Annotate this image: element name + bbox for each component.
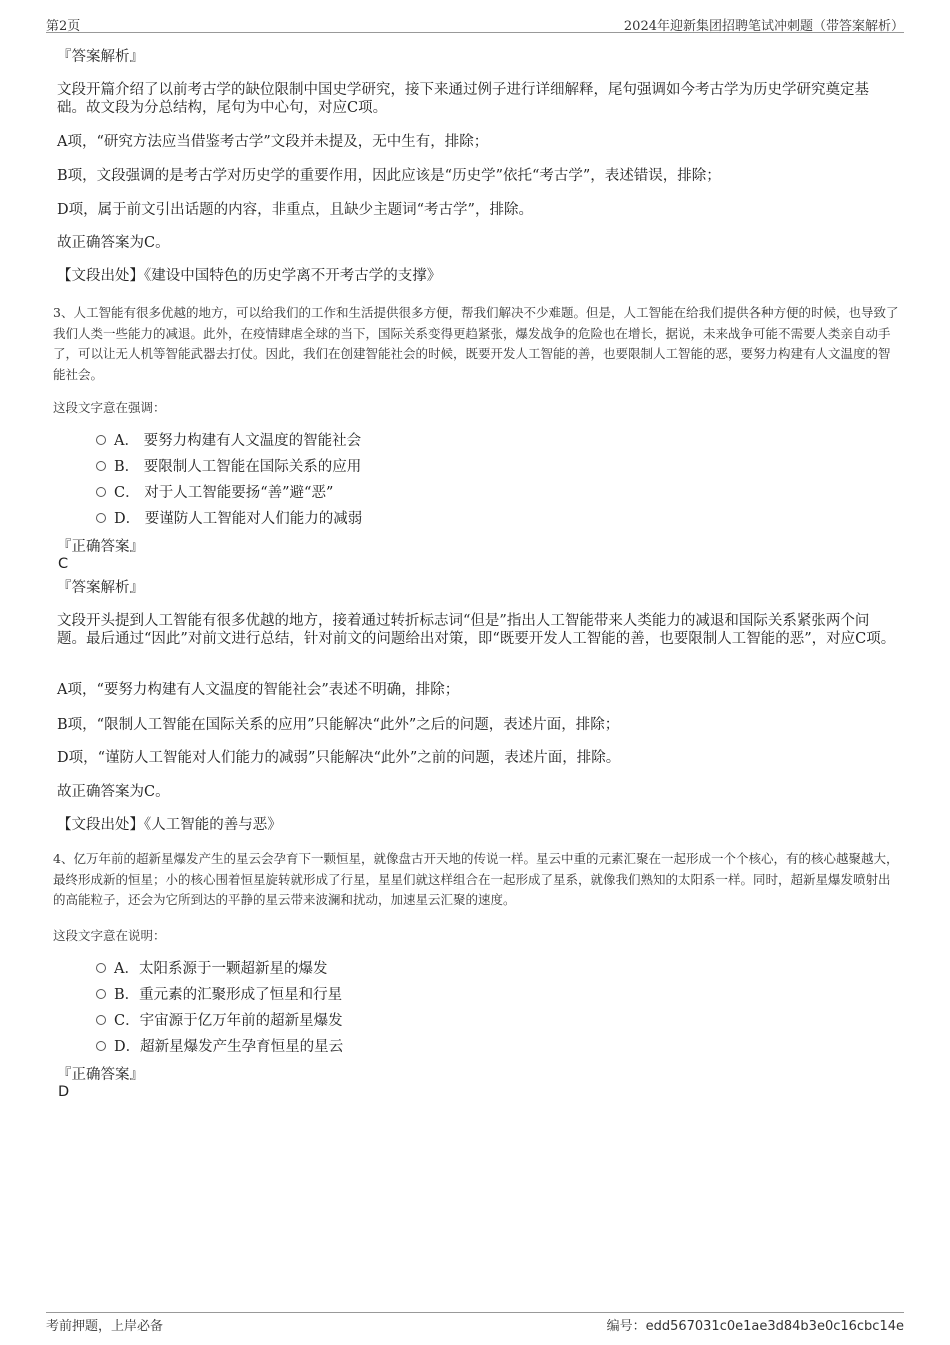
code-value: edd567031c0e1ae3d84b3e0c16cbc14e [645,1319,904,1334]
document-title: 2024年迎新集团招聘笔试冲刺题（带答案解析） [623,19,904,34]
question-4-text: 4、亿万年前的超新星爆发产生的星云会孕育下一颗恒星，就像盘古开天地的传说一样。星云中重的元素汇聚在一起形成一个个核心，有的核心越聚越大，最终形成新的恒星；小的核心围着恒星旋转就形成了行星，星星们就这样组合在一起形成了星系，就像我们熟知的太阳系一样。同时，超新星爆发喷射出的高能粒子，还会为它所到达的平静的星云带来波澜和扰动，加速星云汇聚的速度。 [53,851,899,907]
conclusion: 故正确答案为C。 [57,784,170,800]
question-4-prompt: 这段文字意在说明： [53,928,166,943]
question-3-option-c[interactable]: C． 对于人工智能要扬“善”避“恶” [96,483,333,503]
correct-answer-label: 『正确答案』 [57,1067,144,1083]
correct-answer: D [58,1084,70,1100]
footer-slogan: 考前押题，上岸必备 [46,1319,164,1334]
conclusion: 故正确答案为C。 [57,235,170,251]
radio-icon[interactable] [96,487,106,497]
question-3-option-d[interactable]: D． 要谨防人工智能对人们能力的减弱 [96,509,362,529]
option-a-analysis: A项，“要努力构建有人文温度的智能社会”表述不明确，排除； [57,682,460,698]
question-3-option-a[interactable]: A． 要努力构建有人文温度的智能社会 [96,431,361,451]
radio-icon[interactable] [96,435,106,445]
radio-icon[interactable] [96,1041,106,1051]
radio-icon[interactable] [96,1015,106,1025]
option-d-analysis: D项，“谨防人工智能对人们能力的减弱”只能解决“此外”之前的问题，表述片面，排除。 [57,750,621,766]
question-4-option-c[interactable]: C．宇宙源于亿万年前的超新星爆发 [96,1011,343,1031]
source: 【文段出处】《建设中国特色的历史学离不开考古学的支撑》 [57,268,442,284]
analysis-label: 『答案解析』 [57,49,144,65]
document-code [607,1315,904,1334]
option-d-analysis: D项，属于前文引出话题的内容，非重点，且缺少主题词“考古学”，排除。 [57,202,533,218]
question-3-text: 3、人工智能有很多优越的地方，可以给我们的工作和生活提供很多方便，帮我们解决不少难题。但是，人工智能在给我们提供各种方便的时候，也导致了我们人类一些能力的减退。此外，在疫情肆虐全球的当下，国际关系变得更趋紧张，爆发战争的危险也在增长，据说，未来战争可能不需要人类亲自动手了，可以让无人机等智能武器去打仗。因此，我们在创建智能社会的时候，既要开发人工智能的善，也要限制人工智能的恶，要努力构建有人文温度的智能社会。 [53,305,899,382]
option-a-analysis: A项，“研究方法应当借鉴考古学”文段并未提及，无中生有，排除； [57,134,489,150]
question-4-option-d[interactable]: D．超新星爆发产生孕育恒星的星云 [96,1037,343,1057]
option-b-analysis: B项，文段强调的是考古学对历史学的重要作用，因此应该是“历史学”依托“考古学”，表述错误，排除； [57,168,721,184]
option-b-analysis: B项，“限制人工智能在国际关系的应用”只能解决“此外”之后的问题，表述片面，排除； [57,717,620,733]
question-4-option-a[interactable]: A．太阳系源于一颗超新星的爆发 [96,959,327,979]
analysis-label: 『答案解析』 [57,580,144,596]
analysis-text: 文段开头提到人工智能有很多优越的地方，接着通过转折标志词“但是”指出人工智能带来人类能力的减退和国际关系紧张两个问题。最后通过“因此”对前文进行总结，针对前文的问题给出对策，即“既要开发人工智能的善，也要限制人工智能的恶”，对应C项。 [57,613,896,647]
radio-icon[interactable] [96,513,106,523]
radio-icon[interactable] [96,461,106,471]
page-number: 第2页 [46,19,81,34]
correct-answer: C [58,556,69,572]
question-3-prompt: 这段文字意在强调： [53,400,166,415]
radio-icon[interactable] [96,989,106,999]
source: 【文段出处】《人工智能的善与恶》 [57,817,282,833]
code-label: 编号： [606,1319,646,1334]
question-4-option-b[interactable]: B．重元素的汇聚形成了恒星和行星 [96,985,342,1005]
page-footer [46,1312,904,1335]
radio-icon[interactable] [96,963,106,973]
correct-answer-label: 『正确答案』 [57,539,144,555]
page-header [46,12,904,33]
question-3-option-b[interactable]: B． 要限制人工智能在国际关系的应用 [96,457,361,477]
analysis-text: 文段开篇介绍了以前考古学的缺位限制中国史学研究，接下来通过例子进行详细解释，尾句强调如今考古学为历史学研究奠定基础。故文段为分总结构，尾句为中心句，对应C项。 [57,82,869,116]
